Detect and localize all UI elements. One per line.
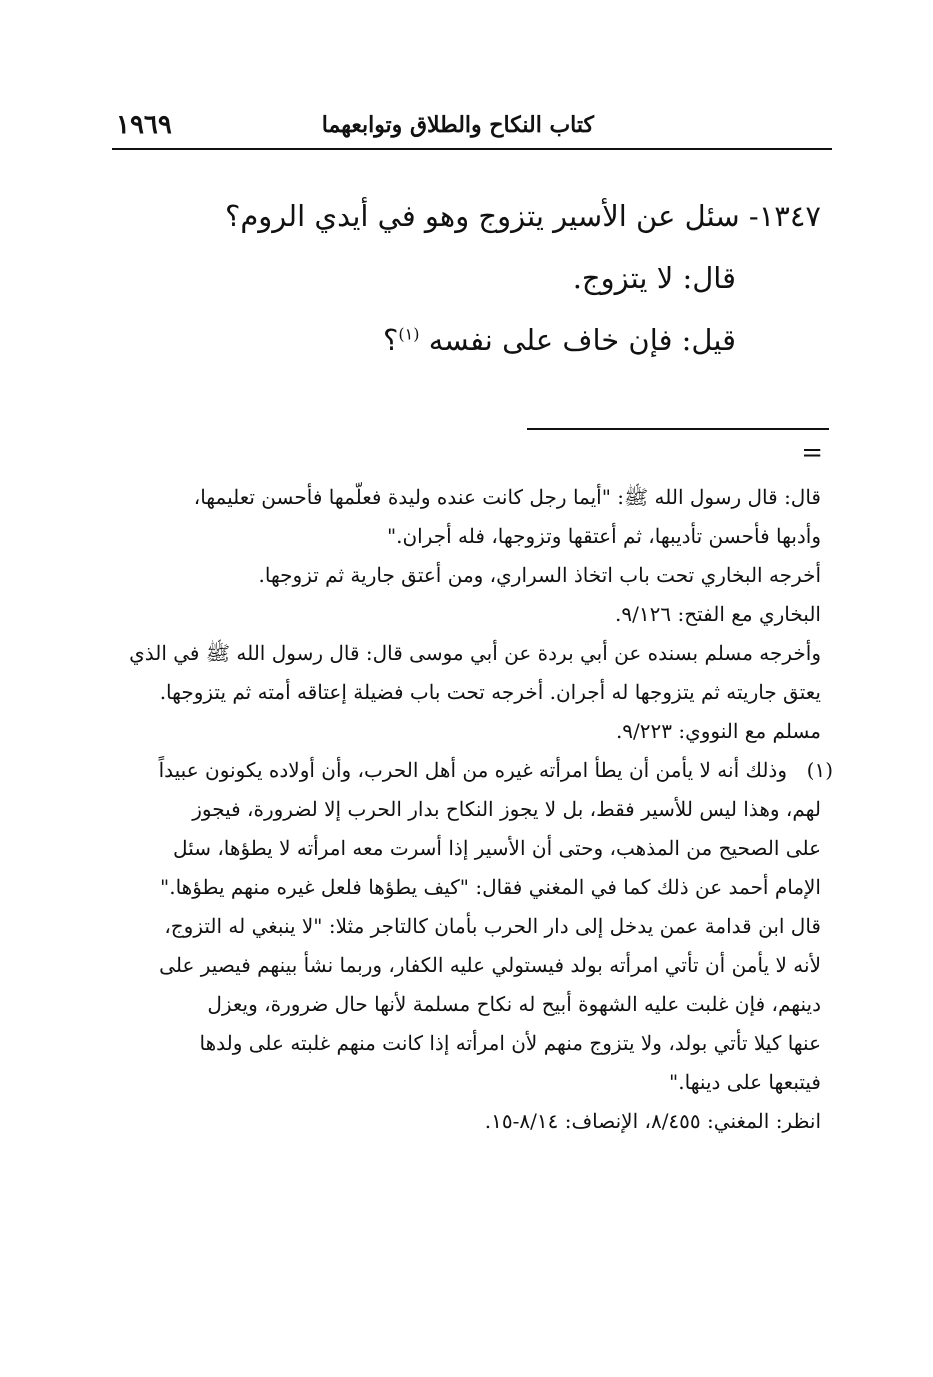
page-number: ١٩٦٩	[116, 110, 172, 140]
running-header	[112, 108, 832, 148]
question-mark: ؟	[383, 323, 399, 357]
footnote-line: يعتق جاريته ثم يتزوجها له أجران. أخرجه تحت باب فضيلة إعتاقه أمته ثم يتزوجها.	[159, 680, 821, 704]
answer-line: قال: لا يتزوج.	[572, 261, 736, 295]
footnote-line: قال: قال رسول الله ﷺ: "أيما رجل كانت عنده وليدة فعلّمها فأحسن تعليمها،	[193, 485, 821, 509]
footnote-line: البخاري مع الفتح: ٩/١٢٦.	[615, 602, 821, 626]
footnote-separator	[527, 428, 829, 430]
header-rule	[112, 148, 832, 150]
footnote-reference: (١)	[398, 324, 420, 344]
footnote-line: عنها كيلا تأتي بولد، ولا يتزوج منهم لأن امرأته إذا كانت منهم غلبته على ولدها	[199, 1031, 821, 1055]
book-title: كتاب النكاح والطلاق وتوابعهما	[321, 112, 594, 138]
footnote-1-marker: (١)	[806, 758, 833, 782]
footnote-line: وأخرجه مسلم بسنده عن أبي بردة عن أبي موسى قال: قال رسول الله ﷺ في الذي	[129, 641, 821, 665]
followup-question-line	[111, 309, 821, 371]
question-line: ١٣٤٧- سئل عن الأسير يتزوج وهو في أيدي الروم؟	[224, 199, 821, 233]
footnote-line: على الصحيح من المذهب، وحتى أن الأسير إذا أسرت معه امرأته لا يطؤها، سئل	[173, 836, 821, 860]
footnote-line: لهم، وهذا ليس للأسير فقط، بل لا يجوز النكاح بدار الحرب إلا لضرورة، فيجوز	[192, 797, 821, 821]
footnotes	[109, 478, 833, 1141]
footnote-1	[109, 751, 833, 790]
footnote-line: الإمام أحمد عن ذلك كما في المغني فقال: "كيف يطؤها فلعل غيره منهم يطؤها."	[160, 875, 821, 899]
footnote-line: قال ابن قدامة عمن يدخل إلى دار الحرب بأمان كالتاجر مثلا: "لا ينبغي له التزوج،	[164, 914, 821, 938]
footnote-line: دينهم، فإن غلبت عليه الشهوة أبيح له نكاح مسلمة لأنها حال ضرورة، ويعزل	[207, 992, 821, 1016]
footnote-line: انظر: المغني: ٨/٤٥٥، الإنصاف: ٨/١٤-١٥.	[484, 1109, 821, 1133]
continuation-mark: =	[801, 438, 823, 468]
main-text	[111, 185, 821, 371]
footnote-line: وذلك أنه لا يأمن أن يطأ امرأته غيره من أهل الحرب، وأن أولاده يكونون عبيداً	[158, 758, 787, 782]
footnote-line: مسلم مع النووي: ٩/٢٢٣.	[615, 719, 821, 743]
footnote-line: أخرجه البخاري تحت باب اتخاذ السراري، ومن أعتق جارية ثم تزوجها.	[258, 563, 821, 587]
followup-question-text: قيل: فإن خاف على نفسه	[428, 323, 736, 357]
footnote-line: فيتبعها على دينها."	[669, 1070, 821, 1094]
footnote-line: وأدبها فأحسن تأديبها، ثم أعتقها وتزوجها، فله أجران."	[386, 524, 821, 548]
footnote-line: لأنه لا يأمن أن تأتي امرأته بولد فيستولي عليه الكفار، وربما نشأ بينهم فيصير على	[159, 953, 821, 977]
